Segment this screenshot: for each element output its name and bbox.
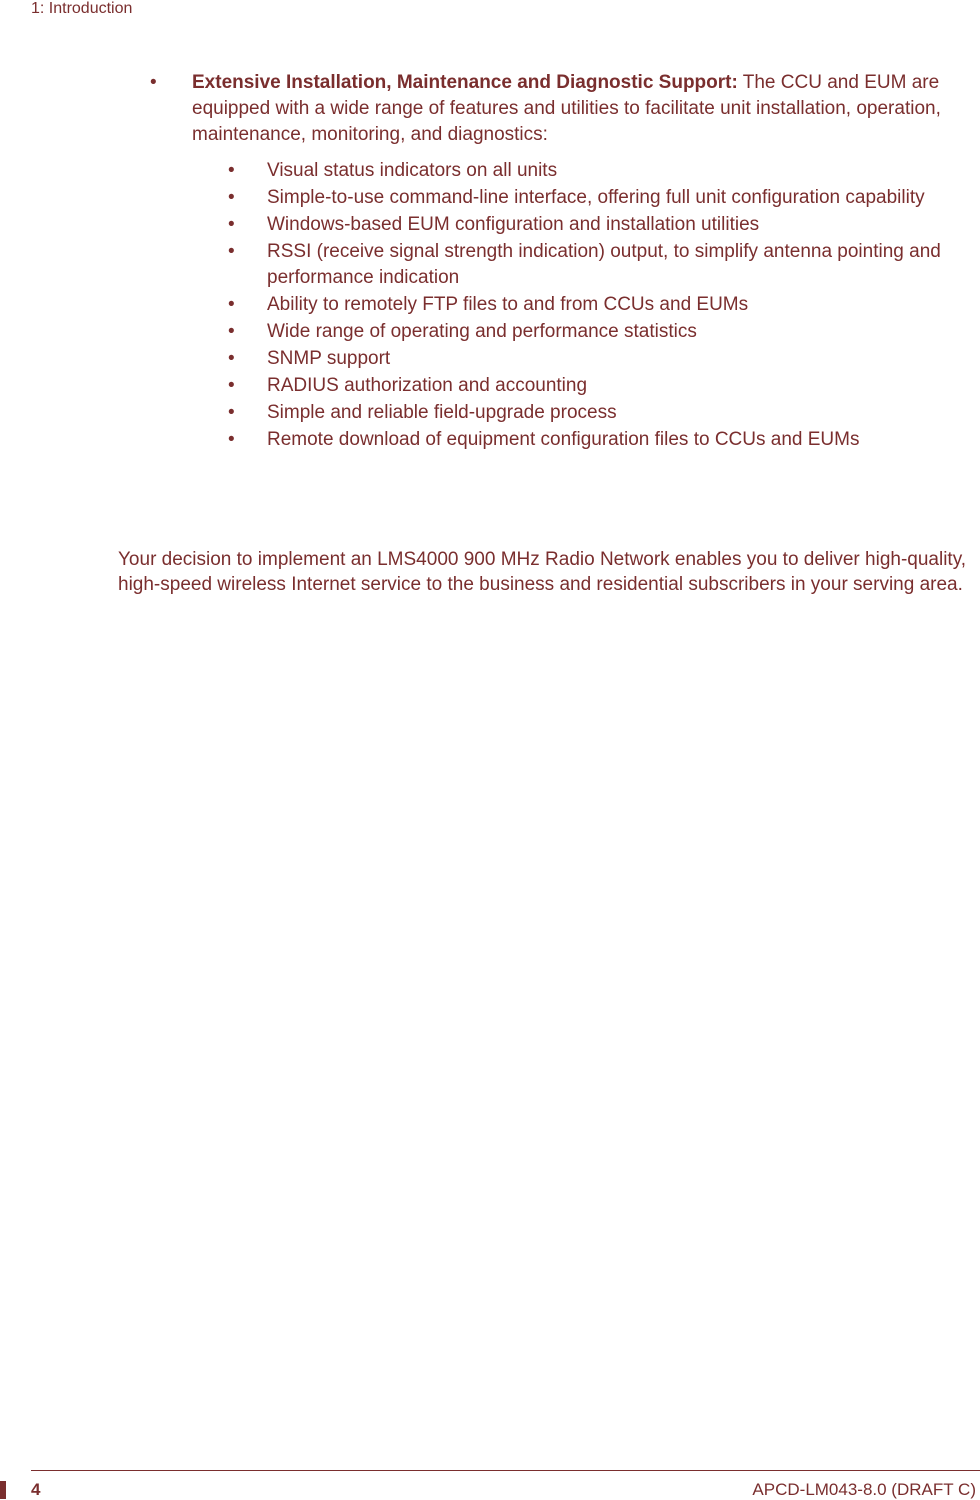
feature-bullet-text [192, 70, 980, 148]
page-number: 4 [31, 1480, 41, 1499]
list-item-text: Remote download of equipment configuration files to CCUs and EUMs [267, 429, 860, 450]
bullet-icon: • [228, 187, 235, 208]
list-item [228, 185, 980, 211]
list-item [228, 212, 980, 238]
footer-marker [0, 1481, 6, 1499]
bullet-icon: • [228, 160, 235, 181]
feature-lead: Extensive Installation, Maintenance and Diagnostic Support: [192, 72, 738, 93]
list-item-text: Simple-to-use command-line interface, offering full unit configuration capability [267, 187, 925, 208]
list-item [228, 427, 980, 453]
feature-description: The CCU and EUM are equipped with a wide range of features and utilities to facilitate unit installation, operation, maintenance, monitoring, and diagnostics: [192, 72, 941, 145]
list-item [228, 346, 980, 372]
bullet-icon: • [228, 241, 235, 262]
list-item-text: Ability to remotely FTP files to and from CCUs and EUMs [267, 294, 749, 315]
bullet-icon: • [228, 214, 235, 235]
list-item-text: Wide range of operating and performance statistics [267, 321, 697, 342]
bullet-icon: • [228, 321, 235, 342]
list-item-text: Simple and reliable field-upgrade process [267, 402, 617, 423]
list-item-text: RSSI (receive signal strength indication) output, to simplify antenna pointing and performance indication [267, 241, 941, 288]
list-item [228, 400, 980, 426]
footer-divider [31, 1470, 980, 1471]
list-item-text: RADIUS authorization and accounting [267, 375, 588, 396]
bullet-icon: • [228, 348, 235, 369]
document-code: APCD-LM043-8.0 (DRAFT C) [752, 1480, 976, 1499]
list-item [228, 373, 980, 399]
list-item-text: Visual status indicators on all units [267, 160, 558, 181]
bullet-icon: • [150, 72, 157, 93]
summary-paragraph: Your decision to implement an LMS4000 900 MHz Radio Network enables you to deliver high-quality, high-speed wireless Internet service to the business and residential subscribers in your serving area. [118, 549, 967, 595]
bullet-icon: • [228, 375, 235, 396]
list-item [228, 292, 980, 318]
support-features-list [228, 158, 980, 454]
list-item [228, 319, 980, 345]
running-header: 1: Introduction [31, 0, 133, 17]
list-item [228, 239, 980, 291]
list-item-text: SNMP support [267, 348, 391, 369]
list-item [228, 158, 980, 184]
list-item-text: Windows-based EUM configuration and installation utilities [267, 214, 760, 235]
bullet-icon: • [228, 429, 235, 450]
bullet-icon: • [228, 294, 235, 315]
bullet-icon: • [228, 402, 235, 423]
